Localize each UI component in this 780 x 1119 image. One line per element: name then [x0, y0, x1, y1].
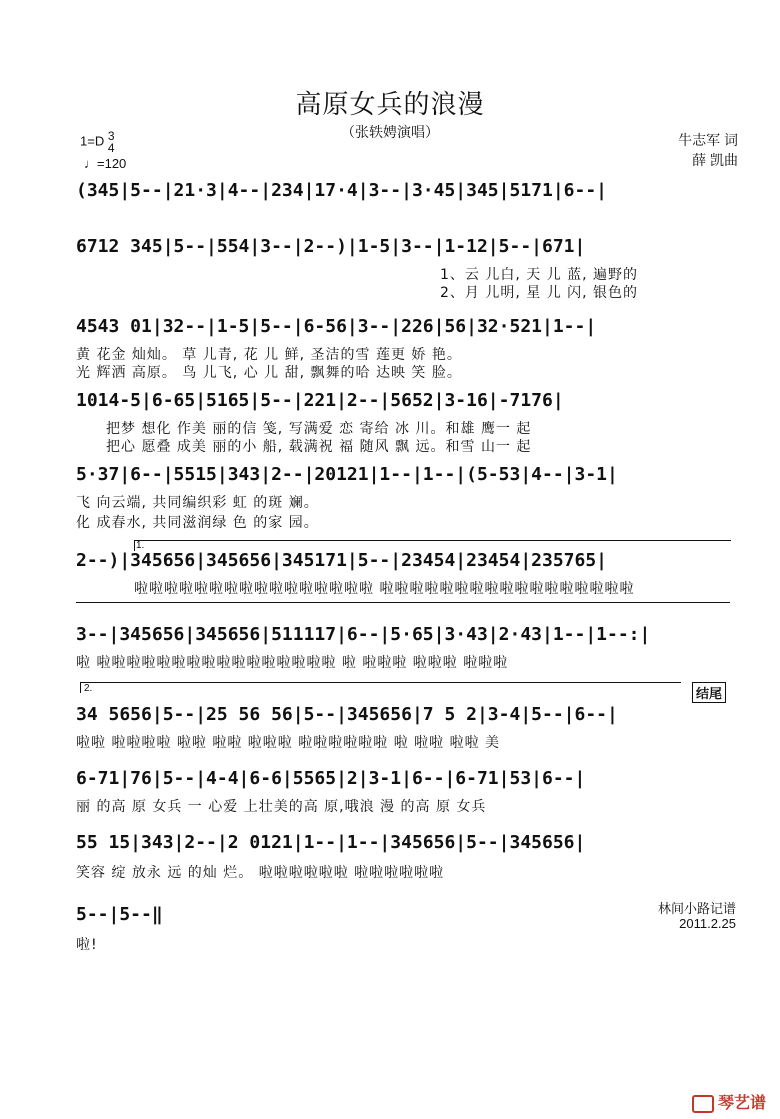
- staff-line-5: 5·37|6--|5515|343|2--|20121|1--|1--|(5-53|4--|3-1|: [76, 464, 618, 485]
- coda-label: 结尾: [692, 682, 726, 703]
- time-numerator: 3: [107, 129, 115, 143]
- staff-line-11: 5--|5--‖: [76, 904, 163, 925]
- brand-name: 琴艺谱: [717, 1095, 766, 1112]
- lyric-line-11: 啦!: [76, 937, 98, 953]
- staff-line-1: (345|5--|21·3|4--|234|17·4|3--|3·45|345|5171|6--|: [76, 180, 608, 201]
- staff-line-2: 6712 345|5--|554|3--|2--)|1-5|3--|1-12|5--|671|: [76, 236, 586, 257]
- lyric-line-5b: 化 成春水, 共同滋润绿 色 的家 园。: [76, 515, 319, 531]
- brand-logo-icon: [692, 1095, 714, 1113]
- key-label: 1=D: [80, 133, 105, 149]
- lyric-line-8: 啦啦 啦啦啦啦 啦啦 啦啦 啦啦啦 啦啦啦啦啦啦 啦 啦啦 啦啦 美: [76, 735, 501, 751]
- tempo-marking: ♩=120: [84, 156, 127, 171]
- site-brand: [692, 1090, 766, 1113]
- lyric-line-4b: 把心 愿叠 成美 丽的小 船, 载满祝 福 随风 飘 远。和雪 山一 起: [106, 439, 532, 455]
- staff-line-4: 1014-5|6-65|5165|5--|221|2--|5652|3-16|-7176|: [76, 390, 564, 411]
- lyric-line-6: 啦啦啦啦啦啦啦啦啦啦啦啦啦啦啦啦 啦啦啦啦啦啦啦啦啦啦啦啦啦啦啦啦啦: [134, 581, 635, 597]
- lyric-line-4a: 把梦 想化 作美 丽的信 笺, 写满爱 恋 寄给 冰 川。和雄 鹰一 起: [106, 421, 532, 437]
- staff-line-9: 6-71|76|5--|4-4|6-6|5565|2|3-1|6--|6-71|53|6--|: [76, 768, 586, 789]
- staff-line-6: 2--)|345656|345656|345171|5--|23454|23454|235765|: [76, 550, 608, 571]
- first-ending-number: 1.: [136, 540, 145, 551]
- lyric-line-9: 丽 的高 原 女兵 一 心爱 上壮美的高 原,哦浪 漫 的高 原 女兵: [76, 799, 487, 815]
- lyric-line-3b: 光 辉洒 高原。 鸟 儿飞, 心 儿 甜, 飘舞的哈 达映 笑 脸。: [76, 365, 462, 381]
- transcription-date: 2011.2.25: [679, 916, 736, 931]
- song-title: 高原女兵的浪漫: [295, 89, 485, 119]
- song-subtitle: （张轶娉演唱）: [341, 124, 439, 140]
- second-ending-number: 2.: [84, 683, 93, 694]
- lyric-line-10: 笑容 绽 放永 远 的灿 烂。 啦啦啦啦啦啦 啦啦啦啦啦啦: [76, 865, 445, 881]
- lyricist-credit: 牛志军 词: [678, 132, 738, 148]
- staff-line-10: 55 15|343|2--|2 0121|1--|1--|345656|5--|345656|: [76, 832, 586, 853]
- lyric-line-7: 啦 啦啦啦啦啦啦啦啦啦啦啦啦啦啦啦啦 啦 啦啦啦 啦啦啦 啦啦啦: [76, 655, 509, 671]
- lyric-line-5a: 飞 向云端, 共同编织彩 虹 的斑 斓。: [76, 495, 319, 511]
- composer-credit: 薛 凯曲: [692, 152, 738, 168]
- staff-line-8: 34 5656|5--|25 56 56|5--|345656|7 5 2|3-4|5--|6--|: [76, 704, 618, 725]
- volta-continuation-line: [76, 602, 730, 603]
- transcriber-credit: 林间小路记谱: [657, 901, 736, 916]
- lyric-line-2b: 2、月 儿明, 星 儿 闪, 银色的: [440, 285, 639, 301]
- staff-line-7: 3--|345656|345656|511117|6--|5·65|3·43|2·43|1--|1--:|: [76, 624, 651, 645]
- time-signature: [108, 130, 115, 154]
- lyric-line-3a: 黄 花金 灿灿。 草 儿青, 花 儿 鲜, 圣洁的雪 莲更 娇 艳。: [76, 347, 462, 363]
- staff-line-3: 4543 01|32--|1-5|5--|6-56|3--|226|56|32·521|1--|: [76, 316, 597, 337]
- time-denominator: 4: [107, 141, 115, 155]
- lyric-line-2a: 1、云 儿白, 天 儿 蓝, 遍野的: [440, 267, 639, 283]
- key-signature: [80, 130, 115, 154]
- second-ending-bracket: [80, 682, 681, 693]
